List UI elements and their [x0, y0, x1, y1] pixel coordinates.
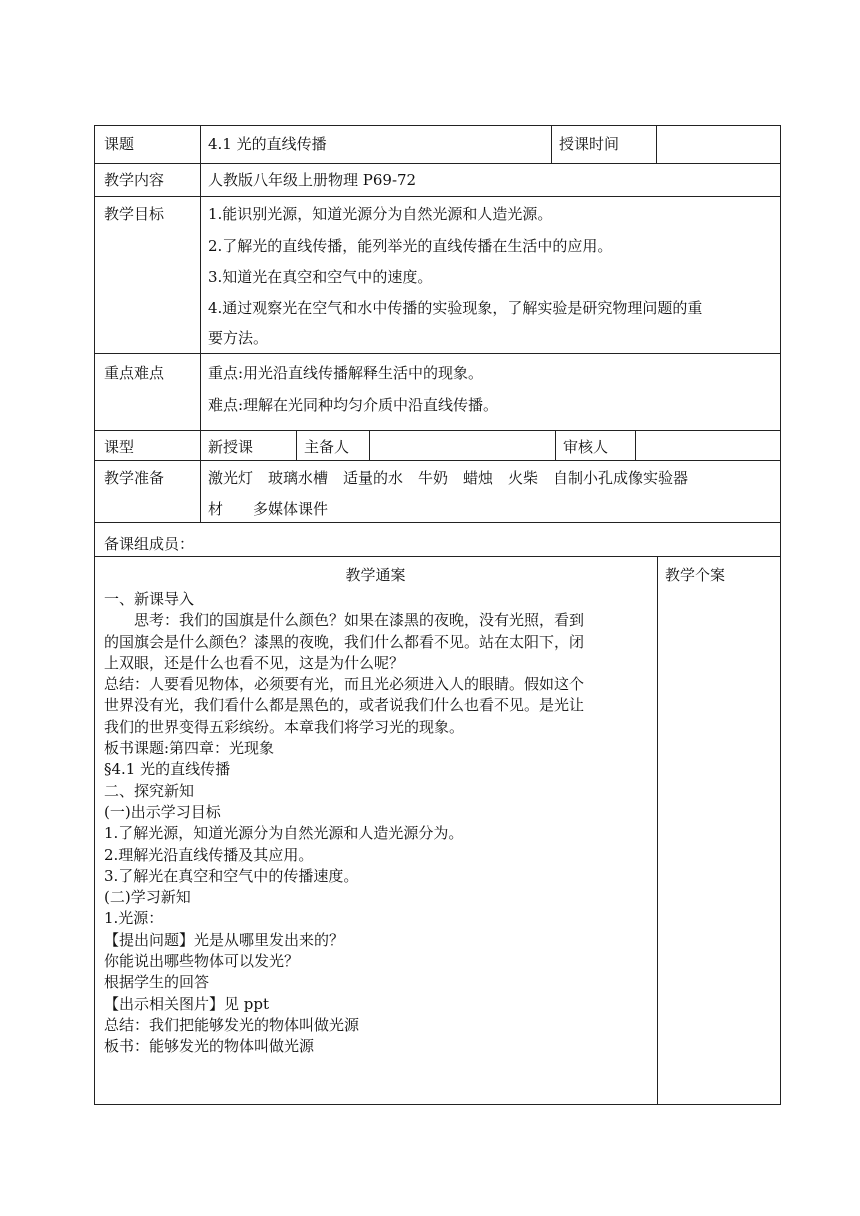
plan-line: 1.光源： [104, 909, 164, 928]
plan-line: 【出示相关图片】见 ppt [104, 994, 270, 1013]
content-value: 人教版八年级上册物理 P69-72 [208, 171, 417, 189]
preparer-label: 主备人 [304, 438, 350, 456]
col-divider [551, 125, 552, 163]
plan-line: 根据学生的回答 [104, 973, 210, 992]
col-divider [656, 125, 657, 163]
preparation-line: 激光灯 玻璃水槽 适量的水 牛奶 蜡烛 火柴 自制小孔成像实验器 [208, 469, 689, 487]
lesson-plan-table [94, 125, 781, 1105]
plan-line: 一、新课导入 [104, 590, 195, 608]
key-points-label: 重点难点 [104, 364, 165, 382]
plan-line: 总结：人要看见物体，必须要有光，而且光必须进入人的眼睛。假如这个 [104, 675, 585, 694]
group-members-label: 备课组成员： [104, 535, 195, 553]
lesson-label: 课题 [104, 135, 135, 153]
objective-item: 1.能识别光源，知道光源分为自然光源和人造光源。 [208, 205, 553, 223]
label-column-divider [200, 125, 201, 522]
objective-item: 3.知道光在真空和空气中的速度。 [208, 268, 433, 286]
plan-line: 2.理解光沿直线传播及其应用。 [104, 845, 314, 864]
plan-line: 上双眼，还是什么也看不见，这是为什么呢？ [104, 653, 405, 672]
plan-line: §4.1 光的直线传播 [104, 760, 231, 779]
preparation-label: 教学准备 [104, 469, 165, 487]
row-divider [94, 196, 781, 197]
key-point-item: 难点:理解在光同种均匀介质中沿直线传播。 [208, 396, 499, 414]
lesson-type-label: 课型 [104, 438, 135, 456]
plan-line: 【提出问题】光是从哪里发出来的？ [104, 930, 345, 949]
col-divider [369, 430, 370, 460]
plan-line: 板书：能够发光的物体叫做光源 [104, 1037, 315, 1056]
col-divider [635, 430, 636, 460]
table-border-left [94, 125, 95, 1105]
reviewer-label: 审核人 [563, 438, 609, 456]
common-plan-body [104, 589, 654, 1058]
col-divider [296, 430, 297, 460]
content-label: 教学内容 [104, 171, 165, 189]
plan-line: 板书课题:第四章：光现象 [104, 739, 275, 758]
row-divider [94, 556, 781, 557]
individual-plan-title: 教学个案 [665, 566, 726, 584]
objectives-label: 教学目标 [104, 205, 165, 223]
objective-item: 2.了解光的直线传播，能列举光的直线传播在生活中的应用。 [208, 237, 613, 255]
plan-line: (一)出示学习目标 [104, 802, 221, 821]
preparation-line: 材 多媒体课件 [208, 500, 329, 518]
plan-column-divider [657, 556, 658, 1104]
col-divider [555, 430, 556, 460]
objective-item: 要方法。 [208, 329, 269, 347]
key-point-item: 重点:用光沿直线传播解释生活中的现象。 [208, 364, 484, 382]
plan-line: 世界没有光，我们看什么都是黑色的，或者说我们什么也看不见。是光让 [104, 696, 585, 715]
plan-line: 3.了解光在真空和空气中的传播速度。 [104, 866, 359, 885]
row-divider [94, 353, 781, 354]
plan-line: 1.了解光源，知道光源分为自然光源和人造光源分为。 [104, 824, 464, 843]
table-border-top [94, 125, 781, 126]
row-divider [94, 522, 781, 523]
plan-line: 思考：我们的国旗是什么颜色？如果在漆黑的夜晚，没有光照，看到 [104, 611, 585, 630]
plan-line: 二、探究新知 [104, 781, 195, 800]
plan-line: 我们的世界变得五彩缤纷。本章我们将学习光的现象。 [104, 717, 465, 736]
class-time-label: 授课时间 [559, 135, 620, 153]
plan-line: (二)学习新知 [104, 888, 191, 907]
row-divider [94, 430, 781, 431]
common-plan-title: 教学通案 [345, 566, 406, 584]
lesson-type-value: 新授课 [208, 438, 254, 456]
plan-line: 的国旗会是什么颜色？漆黑的夜晚，我们什么都看不见。站在太阳下，闭 [104, 632, 585, 651]
table-border-bottom [94, 1104, 781, 1105]
objective-item: 4.通过观察光在空气和水中传播的实验现象，了解实验是研究物理问题的重 [208, 299, 703, 317]
row-divider [94, 163, 781, 164]
table-border-right [780, 125, 781, 1105]
plan-line: 你能说出哪些物体可以发光？ [104, 952, 300, 971]
lesson-title: 4.1 光的直线传播 [208, 135, 327, 153]
row-divider [94, 460, 781, 461]
plan-line: 总结：我们把能够发光的物体叫做光源 [104, 1015, 360, 1034]
